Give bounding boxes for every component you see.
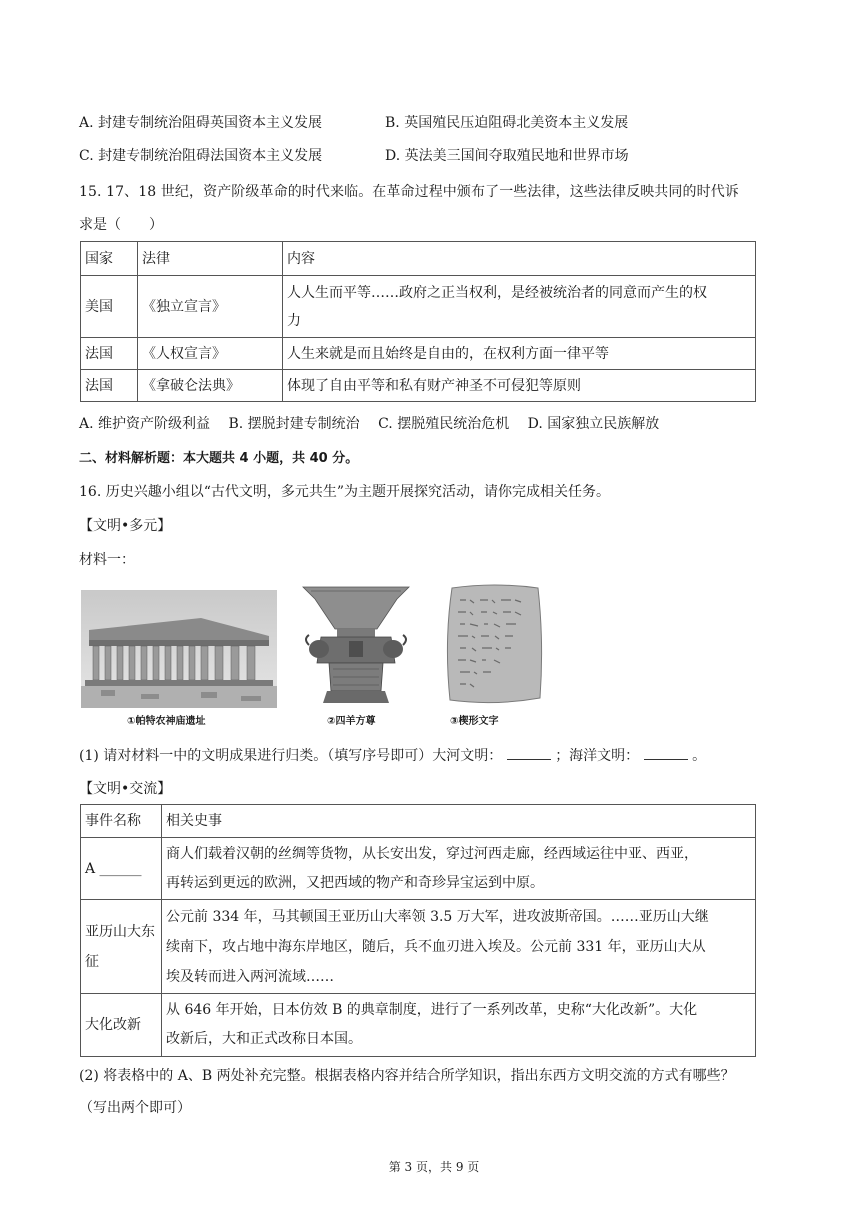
cell-line: 人人生而平等……政府之正当权利，是经被统治者的同意而产生的权: [287, 284, 707, 301]
table-cell: 法国: [81, 338, 138, 370]
question-16-intro: 16. 历史兴趣小组以“古代文明，多元共生”为主题开展探究活动，请你完成相关任务。: [79, 484, 611, 500]
heading-civilization-diversity: 【文明•多元】: [79, 518, 172, 534]
cell-line: 再转运到更远的欧洲，又把西域的物产和奇珍异宝运到中原。: [166, 874, 544, 891]
cell-line: 征: [85, 953, 99, 970]
cell-line: 续南下，攻占地中海东岸地区，随后，兵不血刃进入埃及。公元前 331 年，亚历山大从: [166, 938, 706, 955]
table-cell: A ______: [81, 838, 162, 900]
material-one-label: 材料一：: [79, 552, 135, 568]
section-title: 二、材料解析题：本大题共 4 小题，共 40 分。: [79, 451, 359, 466]
page-footer: 第 3 页，共 9 页: [388, 1160, 480, 1174]
table-cell: 大化改新: [81, 994, 162, 1057]
table-header: 国家: [81, 242, 138, 276]
cuneiform-tablet-image: [440, 582, 548, 708]
table-cell: [162, 994, 756, 1057]
cell-line: 改新后，大和正式改称日本国。: [166, 1031, 362, 1047]
question-16-2: (2) 将表格中的 A、B 两处补充完整。根据表格内容并结合所学知识，指出东西方文明交流的方式有哪些？: [79, 1068, 735, 1084]
parthenon-image: [81, 590, 277, 708]
caption-zun: ②四羊方尊: [327, 716, 376, 727]
table-cell: 体现了自由平等和私有财产神圣不可侵犯等原则: [283, 370, 756, 402]
option-a: A. 封建专制统治阻碍英国资本主义发展: [79, 115, 323, 131]
caption-parthenon: ①帕特农神庙遗址: [127, 716, 206, 727]
table-cell: 《人权宣言》: [138, 338, 283, 370]
river-civilization-blank: [507, 745, 551, 760]
option-d: D. 英法美三国间夺取殖民地和世界市场: [385, 148, 629, 164]
q1-prefix: (1) 请对材料一中的文明成果进行归类。（填写序号即可）大河文明：: [79, 748, 503, 764]
table-header: 法律: [138, 242, 283, 276]
table-cell: 《拿破仑法典》: [138, 370, 283, 402]
question-16-2-cont: （写出两个即可）: [79, 1100, 191, 1116]
cell-line: 力: [287, 312, 301, 329]
option-c: C. 封建专制统治阻碍法国资本主义发展: [79, 148, 323, 164]
table-header: 内容: [283, 242, 756, 276]
question-16-1: [79, 745, 706, 766]
table-cell: 美国: [81, 276, 138, 338]
law-table: [80, 241, 756, 402]
four-goat-zun-image: [297, 585, 415, 708]
cell-line: 商人们载着汉朝的丝绸等货物，从长安出发，穿过河西走廊，经西域运往中亚、西亚，: [166, 845, 698, 862]
q1-mid: ；海洋文明：: [555, 748, 640, 764]
q1-end: 。: [692, 748, 707, 764]
table-cell: [283, 276, 756, 338]
cell-line: 从 646 年开始，日本仿效 B 的典章制度，进行了一系列改革，史称“大化改新”。大化: [166, 1002, 698, 1018]
question-15-stem: 15. 17、18 世纪，资产阶级革命的时代来临。在革命过程中颁布了一些法律，这些法律反映共同的时代诉: [79, 184, 739, 200]
exchange-table: [80, 804, 756, 1057]
table-header: 相关史事: [162, 805, 756, 838]
table-header: 事件名称: [81, 805, 162, 838]
question-15-stem-cont: 求是（ ）: [79, 217, 163, 233]
option-b: B. 英国殖民压迫阻碍北美资本主义发展: [385, 115, 629, 131]
table-cell: 法国: [81, 370, 138, 402]
table-cell: [162, 900, 756, 994]
cell-line: 公元前 334 年，马其顿国王亚历山大率领 3.5 万大军，进攻波斯帝国。……亚历山大继: [166, 908, 709, 925]
cell-line: 亚历山大东: [85, 923, 155, 940]
table-cell: [81, 900, 162, 994]
ocean-civilization-blank: [644, 745, 688, 760]
table-cell: 人生来就是而且始终是自由的，在权利方面一律平等: [283, 338, 756, 370]
question-15-options: A. 维护资产阶级利益 B. 摆脱封建专制统治 C. 摆脱殖民统治危机 D. 国家独立民族解放: [79, 416, 660, 432]
table-cell: [162, 838, 756, 900]
table-cell: 《独立宣言》: [138, 276, 283, 338]
caption-cuneiform: ③楔形文字: [450, 716, 499, 727]
heading-civilization-exchange: 【文明•交流】: [79, 781, 172, 797]
cell-line: 埃及转而进入两河流域……: [166, 968, 334, 985]
